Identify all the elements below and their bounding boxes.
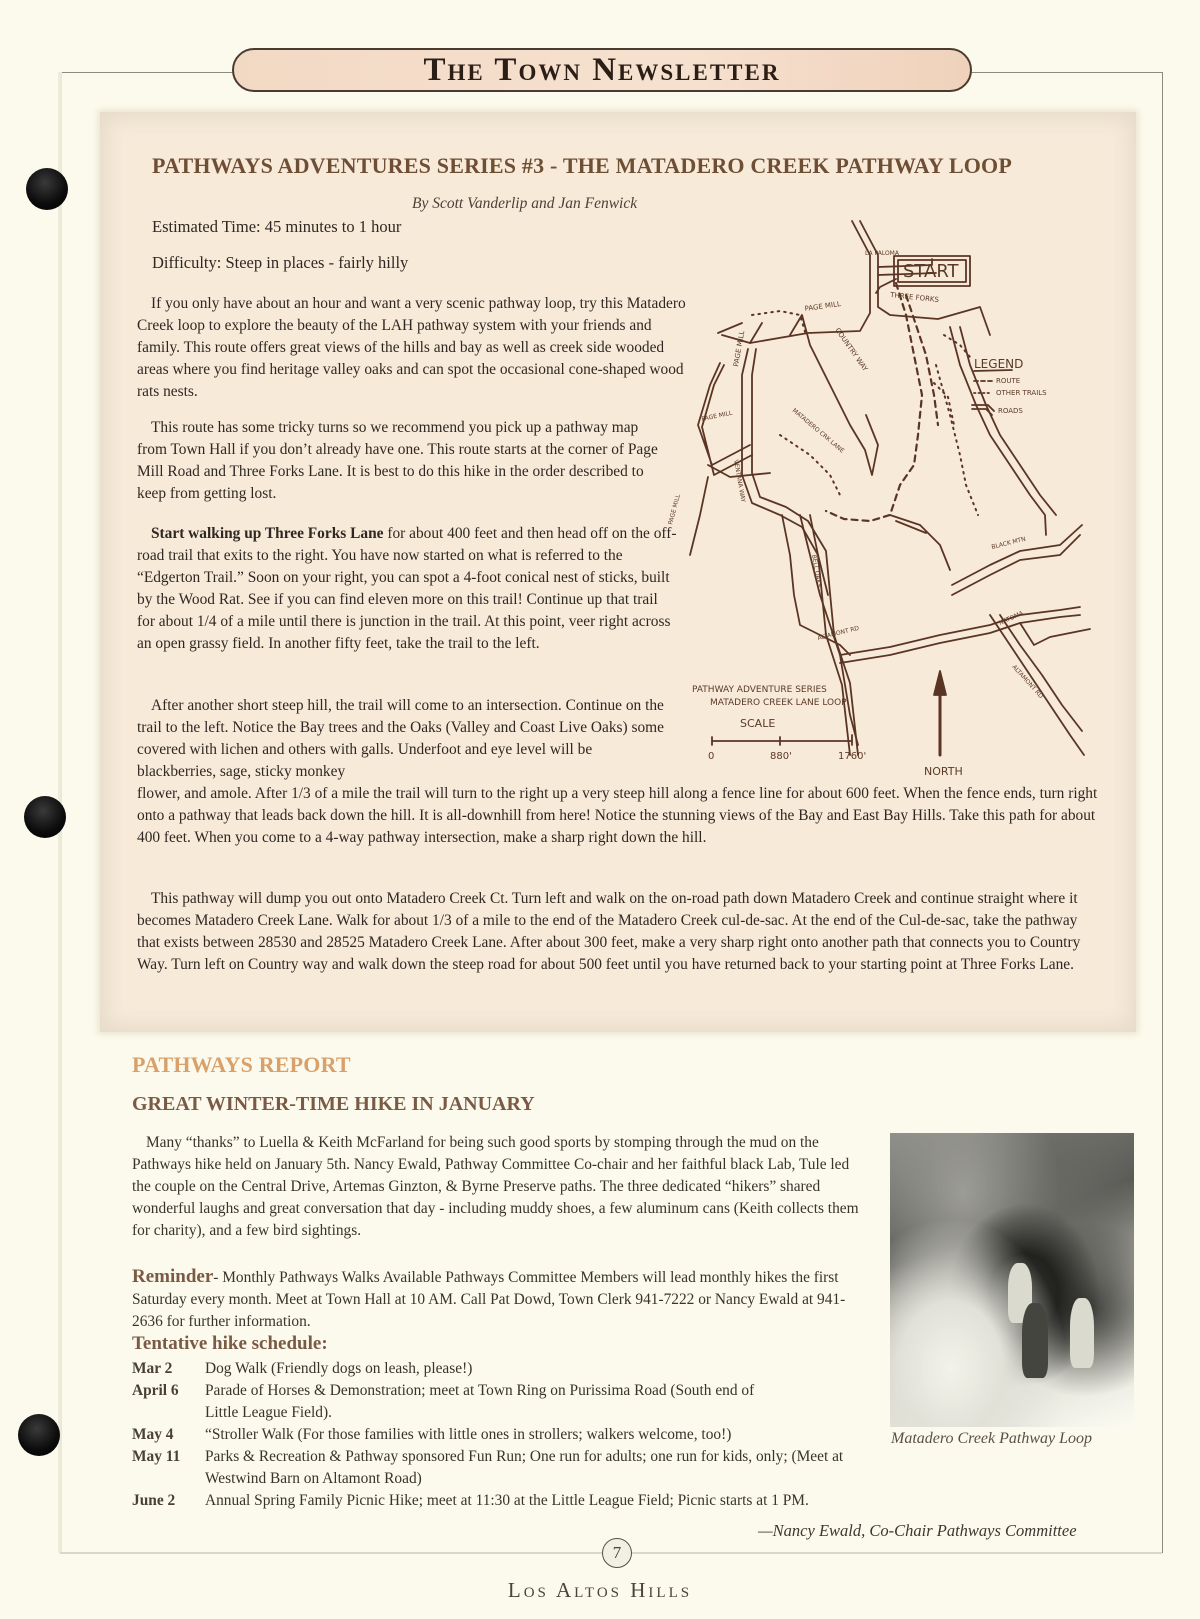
map-road-label: NATOMA: [997, 609, 1025, 627]
map-road-label: BLACK MTN: [990, 535, 1027, 551]
article-subtitle: GREAT WINTER-TIME HIKE IN JANUARY: [132, 1093, 535, 1115]
schedule-description: “Stroller Walk (For those families with little ones in strollers; walkers welcome, too!): [205, 1426, 732, 1443]
map-road-label: VENTANA WAY: [732, 459, 747, 503]
estimated-time: Estimated Time: 45 minutes to 1 hour: [152, 217, 402, 236]
bold-instruction: Start walking up Three Forks Lane: [151, 525, 384, 542]
scale-bar: [712, 735, 852, 745]
route-map: [667, 215, 1110, 785]
map-road-label: PAGE MILL: [667, 493, 683, 526]
legend-route: ROUTE: [996, 377, 1021, 385]
binder-hole: [18, 1414, 60, 1456]
scale-tick-label: 1760': [838, 751, 867, 762]
photo-caption: Matadero Creek Pathway Loop: [891, 1430, 1093, 1447]
feature-paragraph: After another short steep hill, the trail will come to an intersection. Continue on the trail to the left. Notice the Bay trees and the Oaks (Valley and Coast Live Oaks) some covered with lichen and others with galls. Underfoot and eye level will be blackberries, sage, sticky monkey: [137, 697, 664, 780]
footer-town-name: Los Altos Hills: [507, 1578, 693, 1602]
schedule-description: Dog Walk (Friendly dogs on leash, please!): [205, 1360, 473, 1377]
schedule-row: [132, 1424, 932, 1446]
schedule-row: [132, 1446, 932, 1490]
byline: By Scott Vanderlip and Jan Fenwick: [412, 195, 638, 212]
schedule-date: Mar 2: [132, 1360, 173, 1377]
report-paragraph: Many “thanks” to Luella & Keith McFarland for being such good sports by stomping through the mud on the Pathways hike held on January 5th. Nancy Ewald, Pathway Committee Co-chair and her faithful black Lab, Tule led the couple on the Central Drive, Artemas Ginzton, & Byrne Preserve paths. The three dedicated “hikers” shared wonderful laughs and great conversation that day - including muddy shoes, a few aluminum cans (Keith collects them for charity), and a few bird sightings.: [132, 1134, 859, 1239]
reminder-text: - Monthly Pathways Walks Available Pathways Committee Members will lead monthly hikes the first Saturday every month. Meet at Town Hall at 10 AM. Call Pat Dowd, Town Clerk 941-7222 or Nancy Ewald at 941-2636 for further information.: [132, 1269, 846, 1330]
map-road-label: LA PALOMA: [865, 250, 899, 257]
map-road-label: PAGE MILL: [804, 299, 842, 313]
schedule-title: Tentative hike schedule:: [132, 1333, 328, 1354]
map-road-label: THREE FORKS: [889, 291, 940, 305]
north-label: NORTH: [924, 765, 963, 778]
signature: —Nancy Ewald, Co-Chair Pathways Committee: [758, 1521, 1077, 1540]
section-title: PATHWAYS REPORT: [132, 1052, 351, 1077]
map-road-label: PAGE MILL: [700, 409, 733, 423]
hike-schedule: [132, 1358, 932, 1512]
binder-hole: [24, 796, 66, 838]
scale-tick-label: 880': [770, 751, 792, 762]
binder-hole: [26, 168, 68, 210]
feature-paragraph: [137, 523, 677, 655]
schedule-date: June 2: [132, 1492, 176, 1509]
map-road-label: COUNTRY WAY: [833, 326, 870, 373]
photo-person: [1022, 1303, 1048, 1378]
legend-other-trails: OTHER TRAILS: [996, 389, 1047, 397]
feature-title: PATHWAYS ADVENTURES SERIES #3 - THE MATADERO CREEK PATHWAY LOOP: [152, 153, 1012, 178]
masthead-title: The Town Newsletter: [423, 51, 781, 88]
trail-photo: [890, 1133, 1134, 1427]
legend-title: LEGEND: [974, 357, 1024, 371]
schedule-description: Parade of Horses & Demonstration; meet at Town Ring on Purissima Road (South end of Little League Field).: [205, 1382, 755, 1421]
feature-paragraph: This route has some tricky turns so we recommend you pick up a pathway map from Town Hall if you don’t already have one. This route starts at the corner of Page Mill Road and Three Forks Lane. It is best to do this hike in the order described to keep from getting lost.: [137, 419, 658, 502]
schedule-date: April 6: [132, 1382, 179, 1399]
feature-paragraph: If you only have about an hour and want a very scenic pathway loop, try this Matadero Creek loop to explore the beauty of the LAH pathway system with your friends and family. This route offers great views of the hills and bay as well as creek side wooded areas where you find heritage valley oaks and can spot the occasional cone-shaped wood rats nests.: [137, 295, 686, 400]
map-road-label: MATADERO CRK LANE: [790, 407, 846, 455]
schedule-description: Annual Spring Family Picnic Hike; meet at 11:30 at the Little League Field; Picnic starts at 1 PM.: [205, 1492, 809, 1509]
map-legend: [972, 357, 1047, 415]
schedule-date: May 4: [132, 1426, 174, 1443]
map-start-label: START: [903, 261, 959, 282]
paragraph-text: for about 400 feet and then head off on the off-road trail that exits to the right. You have now started on what is referred to the “Edgerton Trail.” Soon on your right, you can spot a 4-foot conical nest of sticks, built by the Wood Rat. See if you can find eleven more on this trail! Continue up that trail for about 1/4 of a mile until there is junction in the trail. At this point, veer right across an open grassy field. In another fifty feet, take the trail to the left.: [137, 525, 677, 652]
schedule-row: [132, 1490, 932, 1512]
scale-tick-label: 0: [708, 751, 715, 762]
map-roads: [690, 221, 1090, 755]
map-road-label: PAGE MILL: [732, 330, 747, 368]
photo-person: [1070, 1298, 1094, 1368]
north-arrow-icon: [934, 671, 946, 755]
page-number: 7: [602, 1538, 632, 1568]
feature-paragraph-continued: flower, and amole. After 1/3 of a mile the trail will turn to the right up a very steep hill along a fence line for about 600 feet. When the fence ends, turn right onto a pathway that leads back down the hill. It is all-downhill from here! Notice the stunning views of the Bay and East Bay Hills. Take this path for about 400 feet. When you come to a 4-way pathway intersection, make a sharp right down the hill.: [137, 785, 1098, 846]
map-road-label: ALTAMONT RD: [1010, 663, 1045, 701]
schedule-row: [132, 1358, 932, 1380]
map-caption: MATADERO CREEK LANE LOOP: [710, 698, 847, 708]
difficulty: Difficulty: Steep in places - fairly hilly: [152, 253, 409, 272]
schedule-date: May 11: [132, 1448, 181, 1465]
map-route: [826, 283, 938, 521]
schedule-row: [132, 1380, 932, 1424]
map-road-label: ALTAMONT RD: [816, 624, 860, 642]
map-road-label: BELL OAKS: [810, 554, 823, 588]
schedule-description: Parks & Recreation & Pathway sponsored Fun Run; One run for adults; one run for kids, only; (Meet at Westwind Barn on Altamont Road): [205, 1448, 844, 1487]
map-other-trails: [752, 311, 978, 515]
masthead: [232, 48, 972, 92]
feature-paragraph: This pathway will dump you out onto Matadero Creek Ct. Turn left and walk on the on-road path down Matadero Creek and continue straight where it becomes Matadero Creek Lane. Walk for about 1/3 of a mile to the end of the Matadero Creek cul-de-sac. At the end of the Cul-de-sac, take the pathway that exists between 28530 and 28525 Matadero Creek Lane. After about 300 feet, make a very sharp right onto another path that connects you to Country Way. Turn left on Country way and walk down the steep road for about 500 feet until you have returned back to your starting point at Three Forks Lane.: [137, 890, 1081, 973]
legend-roads: ROADS: [998, 407, 1023, 415]
map-caption: PATHWAY ADVENTURE SERIES: [692, 685, 827, 695]
reminder-paragraph: [132, 1266, 867, 1333]
reminder-label: Reminder: [132, 1266, 214, 1287]
scale-title: SCALE: [740, 717, 776, 730]
